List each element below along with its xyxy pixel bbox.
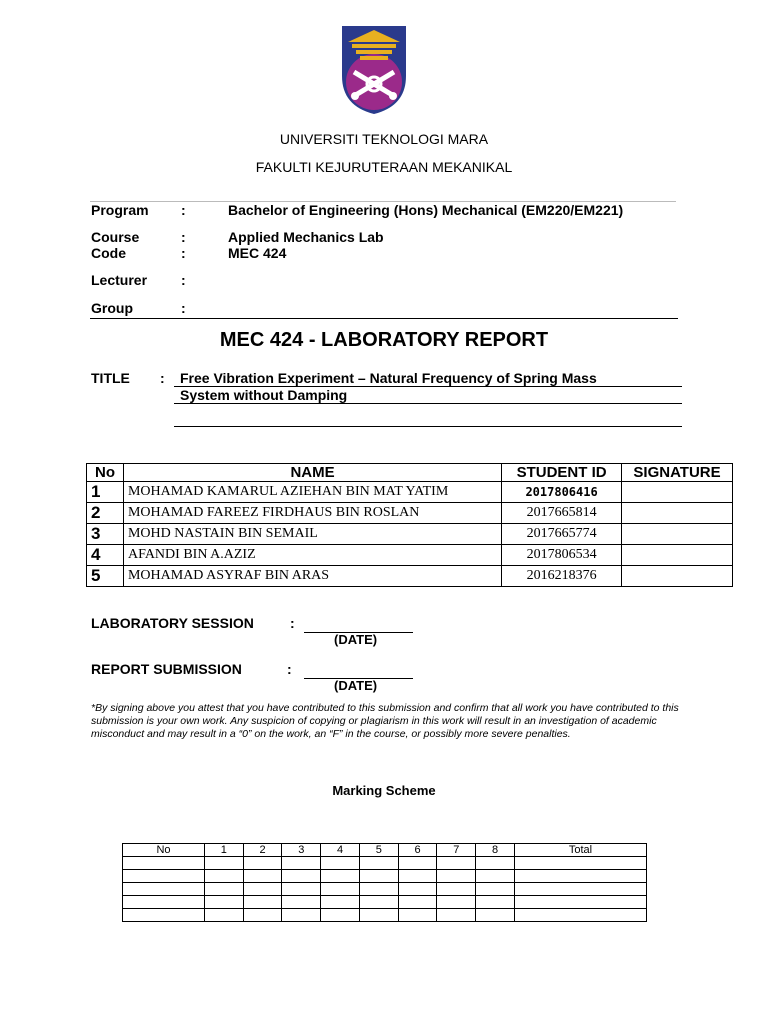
underline <box>174 426 682 427</box>
marking-header: 7 <box>437 844 476 857</box>
declaration-line-3: misconduct and may result in a “0” on the work, an “F” in the course, or possibly more severe penalties. <box>91 728 571 740</box>
colon: : <box>181 272 186 288</box>
faculty-name: FAKULTI KEJURUTERAAN MEKANIKAL <box>255 159 513 175</box>
header-signature: SIGNATURE <box>622 464 733 482</box>
table-row <box>87 524 733 545</box>
row-no: 2 <box>87 503 124 524</box>
divider <box>90 318 678 319</box>
title-line-2: System without Damping <box>180 387 348 403</box>
colon: : <box>290 615 295 631</box>
table-row <box>87 503 733 524</box>
student-id: 2017665774 <box>502 524 622 545</box>
course-value: Applied Mechanics Lab <box>228 229 384 245</box>
marking-header: Total <box>514 844 646 857</box>
code-value: MEC 424 <box>228 245 287 261</box>
row-no: 5 <box>87 566 124 587</box>
student-name: MOHAMAD ASYRAF BIN ARAS <box>123 566 501 587</box>
marking-header: 6 <box>398 844 437 857</box>
report-title: MEC 424 - LABORATORY REPORT <box>219 329 549 351</box>
underline <box>174 403 682 404</box>
colon: : <box>287 661 292 677</box>
students-table <box>86 463 733 587</box>
marking-scheme-title: Marking Scheme <box>332 783 436 798</box>
date-label: (DATE) <box>334 678 378 693</box>
marking-row <box>123 870 647 883</box>
table-row <box>87 482 733 503</box>
title-line-1: Free Vibration Experiment – Natural Frequency of Spring Mass <box>180 370 597 386</box>
report-submission-label: REPORT SUBMISSION <box>91 661 242 677</box>
colon: : <box>181 229 186 245</box>
header-name: NAME <box>123 464 501 482</box>
colon: : <box>160 370 165 386</box>
marking-table <box>122 843 647 922</box>
signature-cell <box>622 545 733 566</box>
declaration-line-2: submission is your own work. Any suspicion of copying or plagiarism in this work will result in an investigation of academic <box>91 715 657 727</box>
table-row <box>87 566 733 587</box>
code-label: Code <box>91 245 126 261</box>
marking-row <box>123 896 647 909</box>
header-student-id: STUDENT ID <box>502 464 622 482</box>
student-name: MOHD NASTAIN BIN SEMAIL <box>123 524 501 545</box>
student-name: MOHAMAD FAREEZ FIRDHAUS BIN ROSLAN <box>123 503 501 524</box>
marking-header: 2 <box>243 844 282 857</box>
student-id: 2017806416 <box>502 482 622 503</box>
group-label: Group <box>91 300 133 316</box>
title-label: TITLE <box>91 370 130 386</box>
university-logo <box>338 24 410 116</box>
signature-cell <box>622 566 733 587</box>
declaration-text <box>91 702 691 741</box>
signature-cell <box>622 524 733 545</box>
program-label: Program <box>91 202 149 218</box>
marking-header: No <box>123 844 205 857</box>
declaration-line-1: *By signing above you attest that you have contributed to this submission and confirm that all work you have contributed to this <box>91 702 679 714</box>
signature-cell <box>622 482 733 503</box>
marking-header: 4 <box>321 844 360 857</box>
university-name: UNIVERSITI TEKNOLOGI MARA <box>279 131 489 147</box>
row-no: 1 <box>87 482 124 503</box>
colon: : <box>181 300 186 316</box>
header-no: No <box>87 464 124 482</box>
student-id: 2017665814 <box>502 503 622 524</box>
marking-row <box>123 909 647 922</box>
row-no: 4 <box>87 545 124 566</box>
program-value: Bachelor of Engineering (Hons) Mechanical (EM220/EM221) <box>228 202 624 218</box>
marking-row <box>123 857 647 870</box>
lab-session-label: LABORATORY SESSION <box>91 615 254 631</box>
row-no: 3 <box>87 524 124 545</box>
table-row <box>87 545 733 566</box>
colon: : <box>181 245 186 261</box>
marking-header: 1 <box>204 844 243 857</box>
colon: : <box>181 202 186 218</box>
marking-header: 5 <box>359 844 398 857</box>
marking-header: 3 <box>282 844 321 857</box>
date-label: (DATE) <box>334 632 378 647</box>
student-name: MOHAMAD KAMARUL AZIEHAN BIN MAT YATIM <box>123 482 501 503</box>
signature-cell <box>622 503 733 524</box>
student-name: AFANDI BIN A.AZIZ <box>123 545 501 566</box>
marking-header: 8 <box>476 844 515 857</box>
marking-row <box>123 883 647 896</box>
marking-header-row <box>123 844 647 857</box>
course-label: Course <box>91 229 140 245</box>
student-id: 2016218376 <box>502 566 622 587</box>
lecturer-label: Lecturer <box>91 272 148 288</box>
student-id: 2017806534 <box>502 545 622 566</box>
table-header-row <box>87 464 733 482</box>
